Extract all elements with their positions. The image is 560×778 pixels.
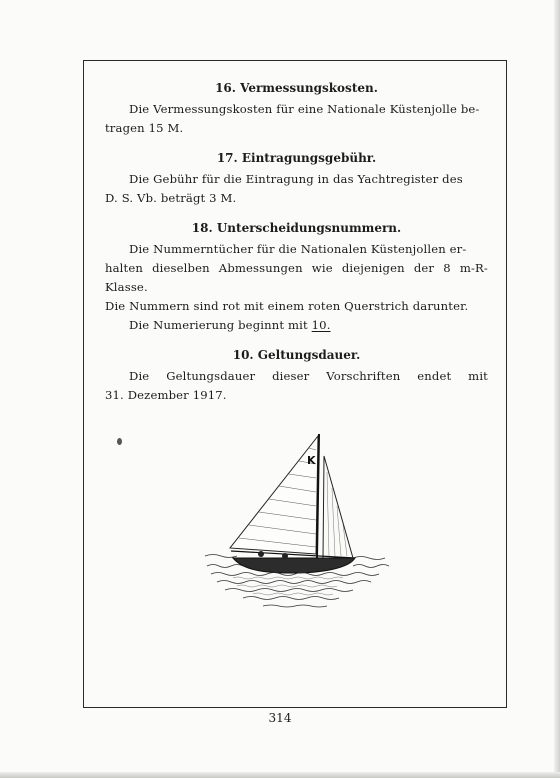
section-eintragungsgebuehr: [105, 148, 488, 208]
paragraph-line: [105, 367, 488, 386]
paragraph-line: [105, 386, 488, 405]
numbering-value: 10.: [311, 318, 331, 332]
crew-figure: [282, 553, 288, 559]
section-heading: 16. Vermessungskosten.: [215, 81, 378, 95]
text-line: D. S. Vb. beträgt 3 M.: [105, 191, 237, 205]
ink-speck: [117, 438, 122, 445]
paragraph-line: [105, 170, 488, 208]
page-content: [105, 78, 488, 405]
page-edge-shadow: [0, 772, 560, 778]
numbering-text: Die Numerierung beginnt mit: [129, 318, 312, 332]
section-geltungsdauer: [105, 345, 488, 405]
section-heading: 10. Geltungsdauer.: [232, 348, 361, 362]
section-vermessungskosten: [105, 78, 488, 138]
paragraph-line: [105, 240, 488, 316]
text-line: Die Gebühr für die Eintragung in das Yachtregister des: [129, 172, 463, 186]
page-number: 314: [268, 711, 292, 725]
section-heading: 18. Unterscheidungsnummern.: [191, 221, 402, 235]
section-heading: 17. Eintragungsgebühr.: [216, 151, 377, 165]
crew-figure: [258, 551, 264, 557]
hull: [233, 558, 355, 573]
text-line: Die Geltungsdauer dieser Vorschriften endet mit: [129, 369, 488, 383]
text-line: Die Vermessungskosten für eine Nationale Küstenjolle be-: [129, 102, 480, 116]
text-line: Die Nummern sind rot mit einem roten Querstrich darunter.: [105, 299, 469, 313]
text-line: halten dieselben Abmessungen wie diejenigen der 8 m-R-Klasse.: [105, 261, 488, 294]
page-edge-shadow: [554, 0, 560, 778]
jib: [323, 456, 353, 558]
sail-letter: K: [307, 454, 316, 467]
section-unterscheidungsnummern: [105, 218, 488, 335]
text-line: 31. Dezember 1917.: [105, 388, 227, 402]
sailboat-illustration: [203, 432, 393, 618]
text-line: Die Nummerntücher für die Nationalen Küstenjollen er-: [129, 242, 467, 256]
mainsail: [230, 436, 318, 554]
text-line: tragen 15 M.: [105, 121, 184, 135]
numbering-line: [105, 316, 488, 335]
paragraph-line: [105, 100, 488, 138]
